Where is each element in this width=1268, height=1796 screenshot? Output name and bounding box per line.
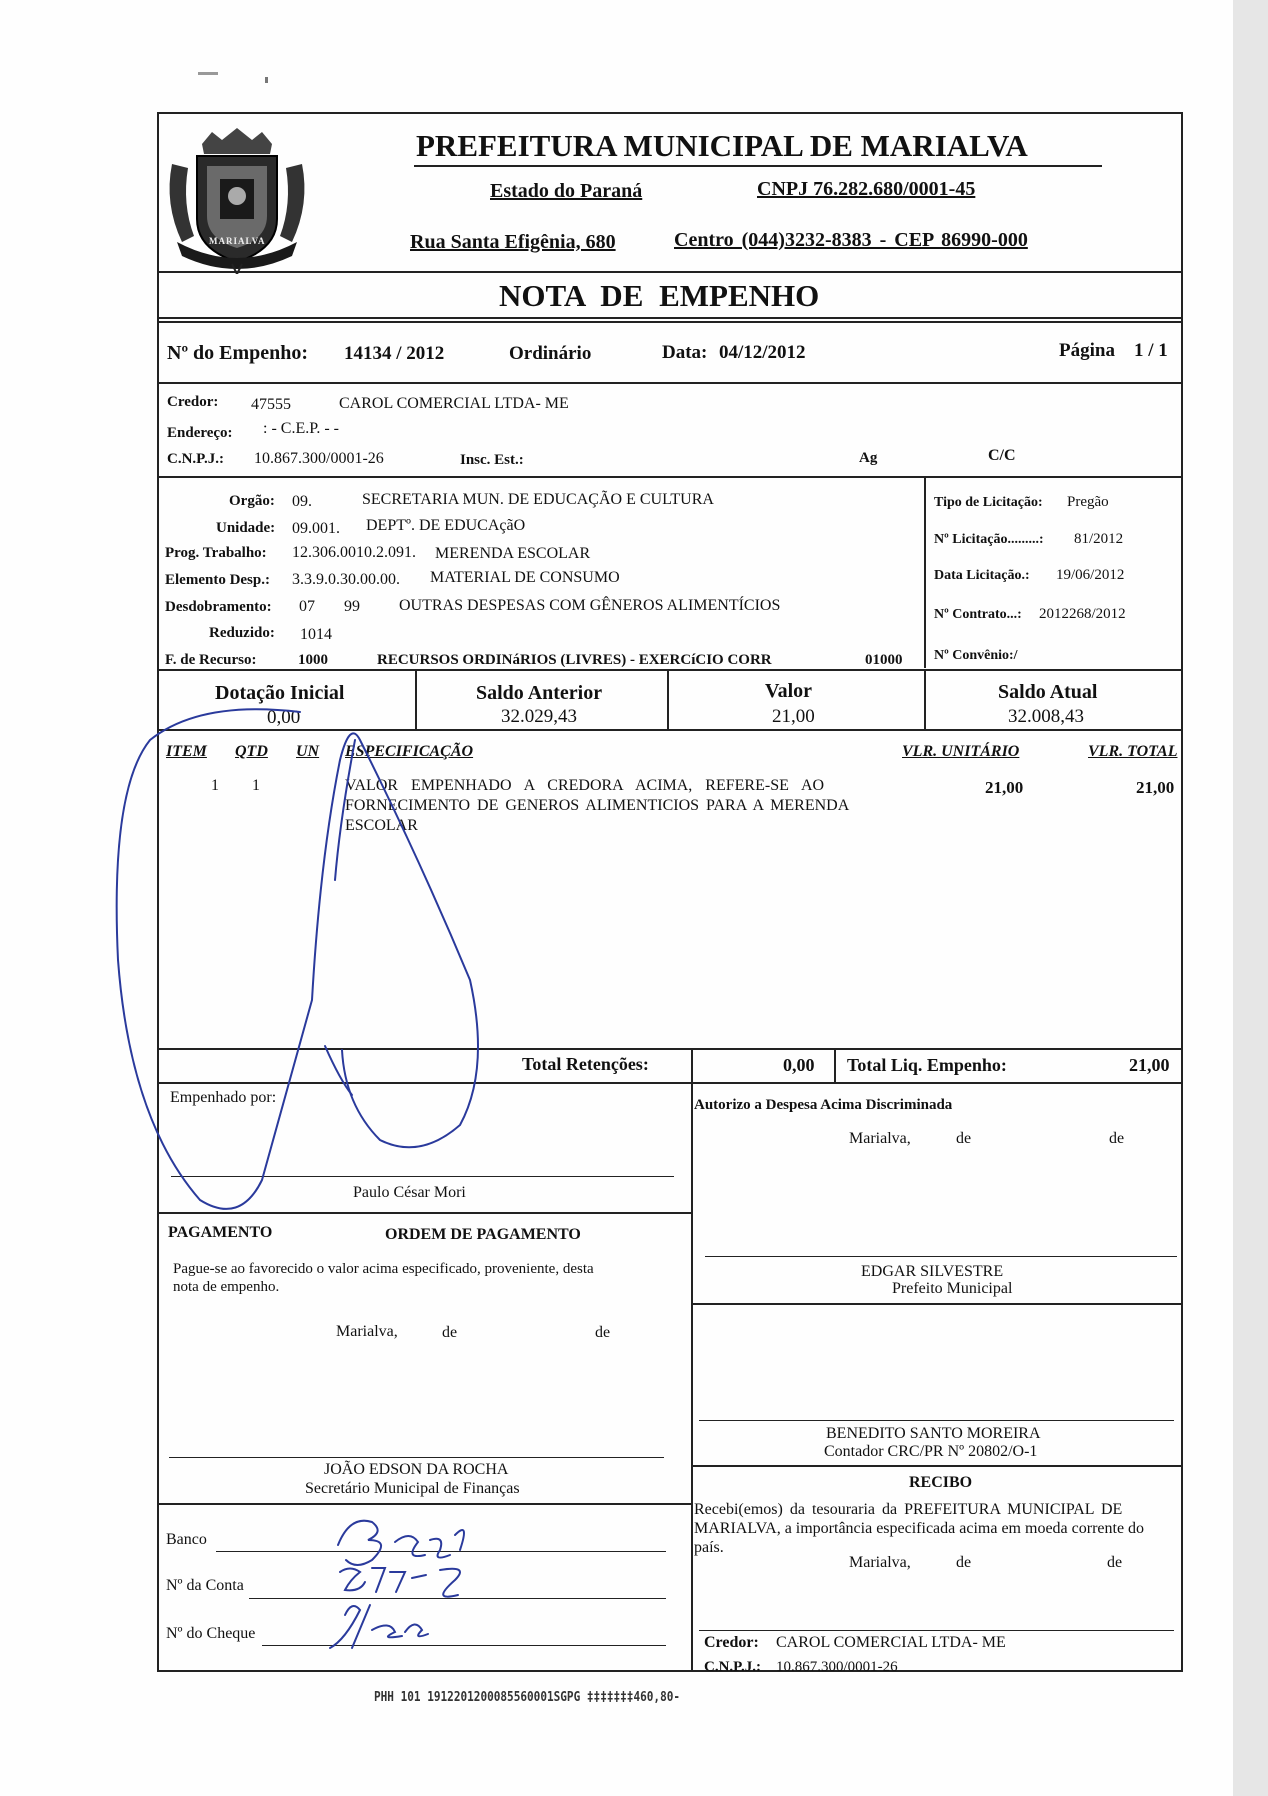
row-espec-line2: FORNECIMENTO DE GENEROS ALIMENTICIOS PARA A MERENDA <box>345 797 850 814</box>
orgao-label: Orgão: <box>229 493 275 509</box>
row-item: 1 <box>211 777 219 794</box>
valor-label: Valor <box>765 680 813 702</box>
recibo-line2: MARIALVA, a importância especificada acima em moeda corrente do <box>694 1520 1145 1537</box>
saldo-atual-label: Saldo Atual <box>998 681 1098 703</box>
empenho-type: Ordinário <box>509 343 592 364</box>
num-licitacao-label: Nº Licitação.........: <box>934 532 1044 547</box>
contador-role: Contador CRC/PR Nº 20802/O-1 <box>824 1443 1038 1460</box>
saldo-anterior-label: Saldo Anterior <box>476 682 603 704</box>
saldo-atual-value: 32.008,43 <box>1008 706 1084 727</box>
page-label: Página <box>1059 340 1115 361</box>
recurso-code: 1000 <box>298 652 328 668</box>
recibo-title: RECIBO <box>909 1474 973 1491</box>
recurso-name: RECURSOS ORDINáRIOS (LIVRES) - EXERCíCIO CORR <box>377 652 772 668</box>
unidade-name: DEPTº. DE EDUCAçãO <box>366 517 526 534</box>
col-vlr-total-header: VLR. TOTAL <box>1088 743 1178 760</box>
desd-code2: 99 <box>344 598 360 615</box>
col-qtd-header: QTD <box>235 743 268 760</box>
saldo-anterior-value: 32.029,43 <box>501 706 577 727</box>
desd-label: Desdobramento: <box>165 599 272 615</box>
scan-speck <box>198 72 218 75</box>
row-qtd: 1 <box>252 777 260 794</box>
nota-empenho-form <box>157 112 1183 1675</box>
street-label: Rua Santa Efigênia, 680 <box>410 231 616 253</box>
total-retencoes-label: Total Retenções: <box>522 1054 649 1074</box>
orgao-name: SECRETARIA MUN. DE EDUCAÇÃO E CULTURA <box>362 491 714 508</box>
recibo-de1: de <box>956 1554 972 1571</box>
recurso-label: F. de Recurso: <box>165 652 257 668</box>
cc-label: C/C <box>988 447 1016 464</box>
desd-name: OUTRAS DESPESAS COM GÊNEROS ALIMENTÍCIOS <box>399 597 781 614</box>
cheque-label: Nº do Cheque <box>166 1625 256 1642</box>
prefeito-role: Prefeito Municipal <box>892 1280 1013 1297</box>
valor-value: 21,00 <box>772 706 815 727</box>
scan-speck <box>265 77 268 83</box>
secretario-role: Secretário Municipal de Finanças <box>305 1480 520 1497</box>
elem-label: Elemento Desp.: <box>165 572 270 588</box>
data-licitacao-value: 19/06/2012 <box>1056 567 1125 583</box>
recurso-extra: 01000 <box>865 652 903 668</box>
prog-name: MERENDA ESCOLAR <box>435 545 591 562</box>
cnpj-label: CNPJ 76.282.680/0001-45 <box>757 178 976 200</box>
row-vlr-total: 21,00 <box>1136 778 1175 797</box>
credor-code: 47555 <box>251 396 291 413</box>
ordem-pagamento-label: ORDEM DE PAGAMENTO <box>385 1226 581 1243</box>
date-label: Data: <box>662 342 708 363</box>
empenhado-label: Empenhado por: <box>170 1089 277 1106</box>
unidade-code: 09.001. <box>292 520 340 537</box>
col-espec-header: ESPECIFICAÇÃO <box>345 743 474 760</box>
pagamento-text-line2: nota de empenho. <box>173 1279 280 1295</box>
elem-code: 3.3.9.0.30.00.00. <box>292 571 400 588</box>
total-liq-label: Total Liq. Empenho: <box>847 1055 1007 1075</box>
empenho-label: Nº do Empenho: <box>167 342 309 364</box>
prog-label: Prog. Trabalho: <box>165 545 267 561</box>
conta-label: Nº da Conta <box>166 1577 244 1594</box>
autorizo-place: Marialva, <box>849 1130 911 1147</box>
orgao-code: 09. <box>292 493 312 510</box>
seal-text: MARIALVA <box>209 236 266 246</box>
pagamento-text-line1: Pague-se ao favorecido o valor acima especificado, proveniente, desta <box>173 1261 594 1277</box>
total-liq-value: 21,00 <box>1129 1055 1170 1075</box>
tipo-licitacao-value: Pregão <box>1067 494 1109 510</box>
recibo-cnpj-value: 10.867.300/0001-26 <box>776 1659 898 1675</box>
endereco-value: : - C.E.P. - - <box>263 420 339 437</box>
reduzido-value: 1014 <box>300 626 332 643</box>
prefeito-name: EDGAR SILVESTRE <box>861 1263 1004 1280</box>
col-un-header: UN <box>296 743 320 760</box>
row-espec-line3: ESCOLAR <box>345 817 418 834</box>
autorizo-label: Autorizo a Despesa Acima Discriminada <box>694 1097 953 1113</box>
empenhado-name: Paulo César Mori <box>353 1184 466 1201</box>
recibo-credor-value: CAROL COMERCIAL LTDA- ME <box>776 1634 1006 1651</box>
col-item-header: ITEM <box>166 743 207 760</box>
contrato-value: 2012268/2012 <box>1039 606 1126 622</box>
recibo-line3: país. <box>694 1539 724 1556</box>
col-vlr-unit-header: VLR. UNITÁRIO <box>902 743 1020 760</box>
page-title: PREFEITURA MUNICIPAL DE MARIALVA <box>416 128 1028 163</box>
total-retencoes-value: 0,00 <box>783 1055 815 1075</box>
desd-code1: 07 <box>299 598 315 615</box>
dotacao-value: 0,00 <box>267 707 301 728</box>
pagamento-de1: de <box>442 1324 458 1341</box>
pagamento-place: Marialva, <box>336 1323 398 1340</box>
recibo-cnpj-label: C.N.P.J.: <box>704 1659 761 1675</box>
autorizo-de2: de <box>1109 1130 1125 1147</box>
row-espec-line1: VALOR EMPENHADO A CREDORA ACIMA, REFERE-SE AO <box>345 777 825 794</box>
cnpj-value: 10.867.300/0001-26 <box>254 450 384 467</box>
pagamento-de2: de <box>595 1324 611 1341</box>
ag-label: Ag <box>859 450 878 466</box>
address-label: Centro (044)3232-8383 - CEP 86990-000 <box>674 229 1028 251</box>
recibo-line1: Recebi(emos) da tesouraria da PREFEITURA MUNICIPAL DE <box>694 1501 1123 1518</box>
date-value: 04/12/2012 <box>719 342 806 363</box>
prog-code: 12.306.0010.2.091. <box>292 544 416 561</box>
cnpj-label: C.N.P.J.: <box>167 451 224 467</box>
recibo-de2: de <box>1107 1554 1123 1571</box>
contrato-label: Nº Contrato...: <box>934 607 1022 622</box>
bank-code-line: PHH 101 1912201200085560001SGPG ‡‡‡‡‡‡‡460,80- <box>374 1690 681 1705</box>
recibo-credor-label: Credor: <box>704 1634 759 1651</box>
credor-name: CAROL COMERCIAL LTDA- ME <box>339 395 569 412</box>
num-licitacao-value: 81/2012 <box>1074 531 1124 547</box>
endereco-label: Endereço: <box>167 425 233 441</box>
recibo-place: Marialva, <box>849 1554 911 1571</box>
autorizo-de1: de <box>956 1130 972 1147</box>
page-value: 1 / 1 <box>1134 340 1168 361</box>
elem-name: MATERIAL DE CONSUMO <box>430 569 620 586</box>
municipal-seal-icon <box>162 124 312 274</box>
insc-label: Insc. Est.: <box>460 452 524 468</box>
reduzido-label: Reduzido: <box>209 625 275 641</box>
doc-title: NOTA DE EMPENHO <box>499 278 820 313</box>
banco-label: Banco <box>166 1531 207 1548</box>
dotacao-label: Dotação Inicial <box>215 682 345 704</box>
unidade-label: Unidade: <box>216 520 276 536</box>
row-vlr-unit: 21,00 <box>985 778 1024 797</box>
data-licitacao-label: Data Licitação.: <box>934 568 1030 583</box>
page-edge <box>1233 0 1268 1796</box>
convenio-label: Nº Convênio:/ <box>934 648 1018 663</box>
state-label: Estado do Paraná <box>490 180 643 202</box>
contador-name: BENEDITO SANTO MOREIRA <box>826 1425 1041 1442</box>
tipo-licitacao-label: Tipo de Licitação: <box>934 495 1043 510</box>
pagamento-label: PAGAMENTO <box>168 1224 273 1241</box>
secretario-name: JOÃO EDSON DA ROCHA <box>324 1461 509 1478</box>
empenho-number: 14134 / 2012 <box>344 343 445 364</box>
credor-label: Credor: <box>167 394 219 410</box>
